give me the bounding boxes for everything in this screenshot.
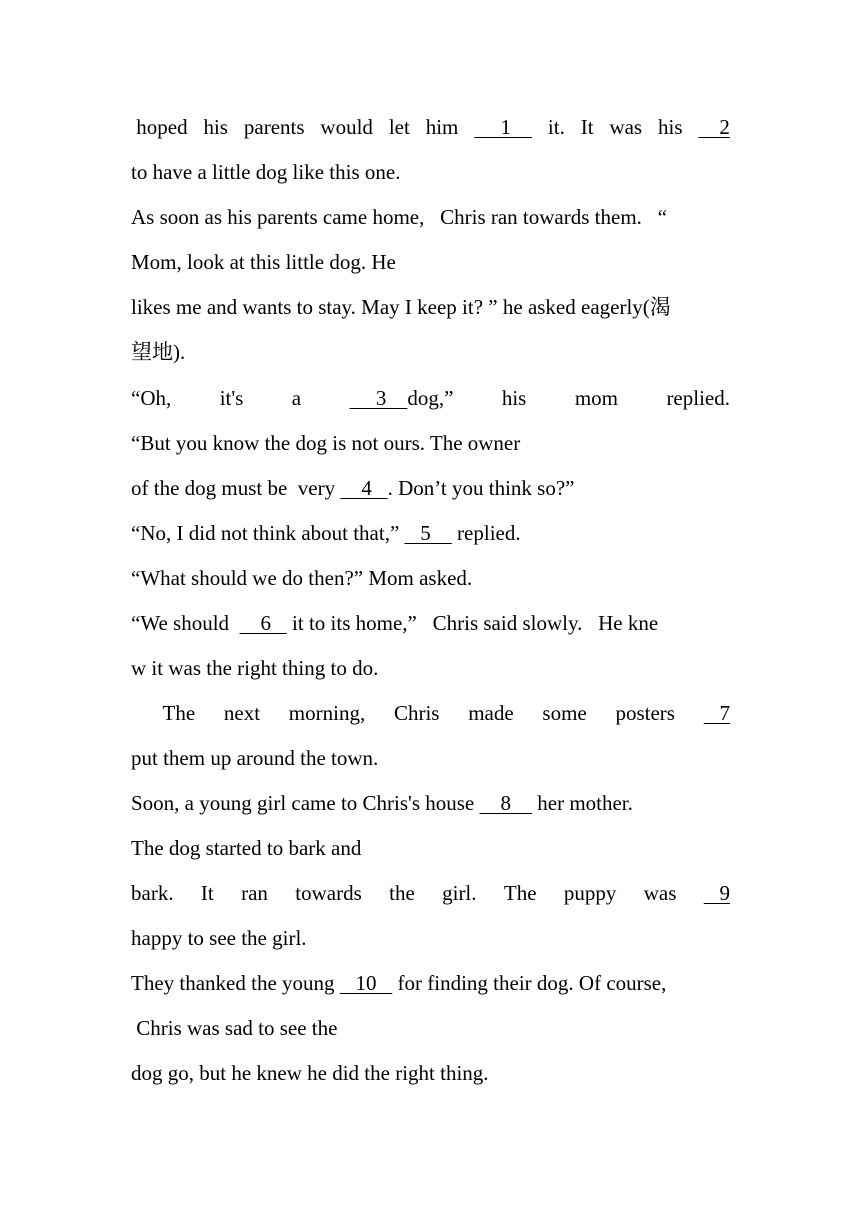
text-line (131, 923, 730, 953)
line-text: “No, I did not think about that,” 5 replied. (131, 521, 521, 545)
text-line (131, 878, 730, 908)
word: It (200, 881, 214, 905)
text-line (131, 653, 730, 683)
line-text: likes me and wants to stay. May I keep it? ” he asked eagerly(渴 (131, 295, 671, 319)
word: parents (243, 115, 305, 139)
text-line (131, 968, 730, 998)
text-line (131, 788, 730, 818)
text-line (131, 202, 730, 232)
line-text: “But you know the dog is not ours. The owner (131, 431, 521, 455)
word: It (580, 115, 594, 139)
text-line (131, 743, 730, 773)
word: made (468, 701, 514, 725)
line-text: 望地). (131, 340, 186, 364)
text-line (131, 292, 730, 322)
word: posters (615, 701, 675, 725)
word: his (501, 386, 527, 410)
word: would (320, 115, 373, 139)
text-line (131, 473, 730, 503)
word: mom (574, 386, 618, 410)
line-text: The dog started to bark and (131, 836, 362, 860)
word: The (503, 881, 537, 905)
text-line (131, 833, 730, 863)
word: it's (219, 386, 244, 410)
word: his (658, 115, 683, 139)
word: The (131, 701, 196, 725)
text-line (131, 428, 730, 458)
line-text: of the dog must be very 4 . Don’t you think so?” (131, 476, 575, 500)
word: was (643, 881, 677, 905)
word: was (609, 115, 643, 139)
text-line (131, 698, 730, 728)
text-line (131, 563, 730, 593)
line-text: They thanked the young 10 for finding their dog. Of course, (131, 971, 667, 995)
text-line (131, 1013, 730, 1043)
word: a (291, 386, 302, 410)
text-line (131, 518, 730, 548)
word: replied. (666, 386, 730, 410)
word: let (388, 115, 410, 139)
word: towards (295, 881, 362, 905)
line-text: Chris was sad to see the (131, 1016, 338, 1040)
line-text: As soon as his parents came home, Chris ran towards them. “ (131, 205, 667, 229)
line-text: “What should we do then?” Mom asked. (131, 566, 473, 590)
word: morning, (288, 701, 366, 725)
line-text: put them up around the town. (131, 746, 379, 770)
line-text: “We should 6 it to its home,” Chris said slowly. He kne (131, 611, 659, 635)
line-text: to have a little dog like this one. (131, 160, 401, 184)
line-text: Mom, look at this little dog. He (131, 250, 396, 274)
word: girl. (442, 881, 477, 905)
word: his (203, 115, 228, 139)
line-text: happy to see the girl. (131, 926, 307, 950)
text-line (131, 112, 730, 142)
text-line (131, 608, 730, 638)
text-line (131, 383, 730, 413)
word: “Oh, (131, 386, 172, 410)
line-text: Soon, a young girl came to Chris's house 8 her mother. (131, 791, 633, 815)
blank-9: 9 (703, 881, 730, 905)
word: ran (241, 881, 268, 905)
blank-7: 7 (703, 701, 730, 725)
word: it. (547, 115, 565, 139)
text-line (131, 247, 730, 277)
text-line (131, 1058, 730, 1088)
blank-2: 2 (698, 115, 730, 139)
word: some (542, 701, 587, 725)
word: him (425, 115, 459, 139)
blank-3: 3 dog,” (349, 386, 454, 410)
text-line (131, 157, 730, 187)
word: hoped (131, 115, 188, 139)
word: bark. (131, 881, 174, 905)
line-text: w it was the right thing to do. (131, 656, 379, 680)
blank-1: 1 (474, 115, 533, 139)
word: next (223, 701, 261, 725)
word: puppy (563, 881, 617, 905)
text-line (131, 337, 730, 367)
line-text: dog go, but he knew he did the right thing. (131, 1061, 489, 1085)
word: the (389, 881, 415, 905)
word: Chris (393, 701, 440, 725)
